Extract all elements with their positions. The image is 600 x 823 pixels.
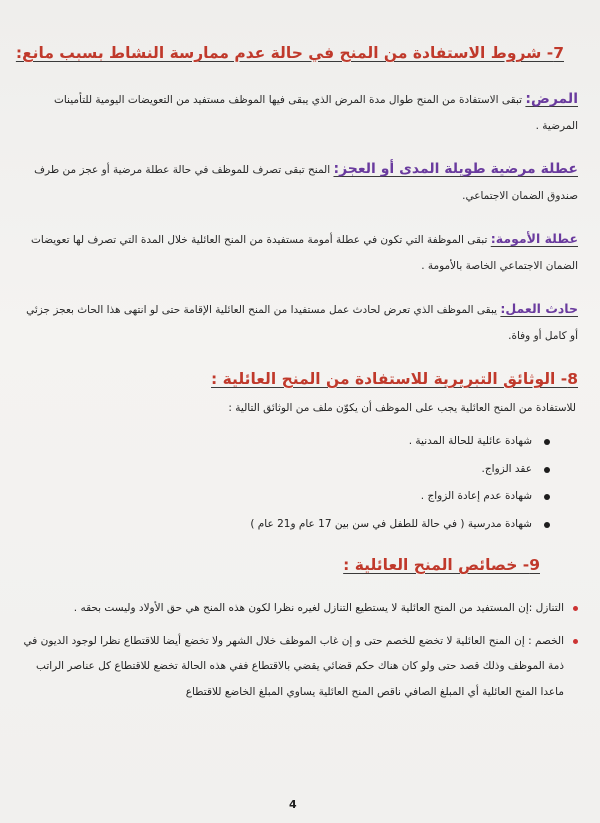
bullet-icon (573, 606, 578, 611)
condition-text: تبقى الموظفة التي تكون في عطلة أمومة مستفيدة من المنح العائلية خلال المدة التي تصرف لها تعويضات الضمان الاجتماعي الخاصة بالأمومة . (31, 234, 578, 272)
list-item (22, 629, 578, 706)
condition-text: المنح تبقى تصرف للموظف في حالة عطلة مرضية أو عجز من طرف صندوق الضمان الاجتماعي. (34, 164, 578, 202)
section-7-heading-text: 7- شروط الاستفادة من المنح في حالة عدم ممارسة النشاط بسبب مانع: (15, 44, 564, 62)
list-item (50, 511, 550, 539)
bullet-icon (544, 522, 550, 528)
section-8-heading (211, 370, 578, 388)
document-item-text: شهادة عائلية للحالة المدنية . (408, 435, 532, 447)
document-item-text: عقد الزواج. (481, 462, 532, 475)
condition-term: حادث العمل: (500, 301, 578, 316)
bullet-icon (573, 639, 578, 644)
condition-maternity-leave (26, 226, 578, 279)
condition-work-accident (26, 296, 578, 349)
list-item (50, 428, 550, 456)
list-item (50, 456, 550, 484)
condition-text: يبقى الموظف الذي تعرض لحادث عمل مستفيدا من المنح العائلية الإقامة حتى لو انتهى هذا الحاث بعجز جزئي أو كامل أو وفاة. (26, 304, 578, 342)
property-item-text: الخصم : إن المنح العائلية لا تخضع للخصم حتى و إن غاب الموظف خلال الشهر ولا تخضع أيضا للاقتطاع نظرا لوجود الديون في ذمة الموظف وذلك قصد حتى ولو كان هناك حكم قضائي يقضي بالاقتطاع ففي هذه الحالة تخضع للاقتطاع كل عناصر الراتب ماعدا المنح العائلية أي المبلغ الصافي ناقص المنح العائلية يساوي المبلغ الخاضع للاقتطاع (23, 634, 564, 698)
condition-term: المرض: (525, 91, 578, 107)
page-number: 4 (289, 798, 297, 811)
list-item (22, 596, 578, 622)
list-item (50, 483, 550, 511)
properties-list (22, 596, 578, 712)
bullet-icon (544, 494, 550, 500)
document-item-text: شهادة مدرسية ( في حالة للطفل في سن بين 17 عام و21 عام ) (250, 517, 532, 530)
condition-sickness (26, 86, 578, 139)
property-item-text: التنازل :إن المستفيد من المنح العائلية لا يستطيع التنازل لغيره نظرا لكون هذه المنح هي حق الأولاد وليست بحقه . (73, 602, 564, 614)
condition-long-sick-leave (26, 156, 578, 209)
bullet-icon (544, 439, 550, 445)
documents-intro: للاستفادة من المنح العائلية يجب على الموظف أن يكوّن ملف من الوثائق التالية : (228, 402, 576, 414)
condition-term: عطلة مرضية طويلة المدى أو العجز: (333, 161, 578, 177)
documents-list (50, 428, 550, 538)
condition-term: عطلة الأمومة: (490, 231, 578, 246)
section-7-heading (16, 44, 564, 62)
section-9-heading (343, 556, 540, 574)
bullet-icon (544, 467, 550, 473)
section-9-heading-text: 9- خصائص المنح العائلية : (343, 556, 540, 574)
section-8-heading-text: 8- الوثائق التبريرية للاستفادة من المنح العائلية : (211, 370, 578, 388)
document-item-text: شهادة عدم إعادة الزواج . (420, 490, 532, 502)
condition-text: تبقى الاستفادة من المنح طوال مدة المرض الذي يبقى فيها الموظف مستفيد من التعويضات اليومية للتأمينات المرضية . (53, 94, 578, 132)
